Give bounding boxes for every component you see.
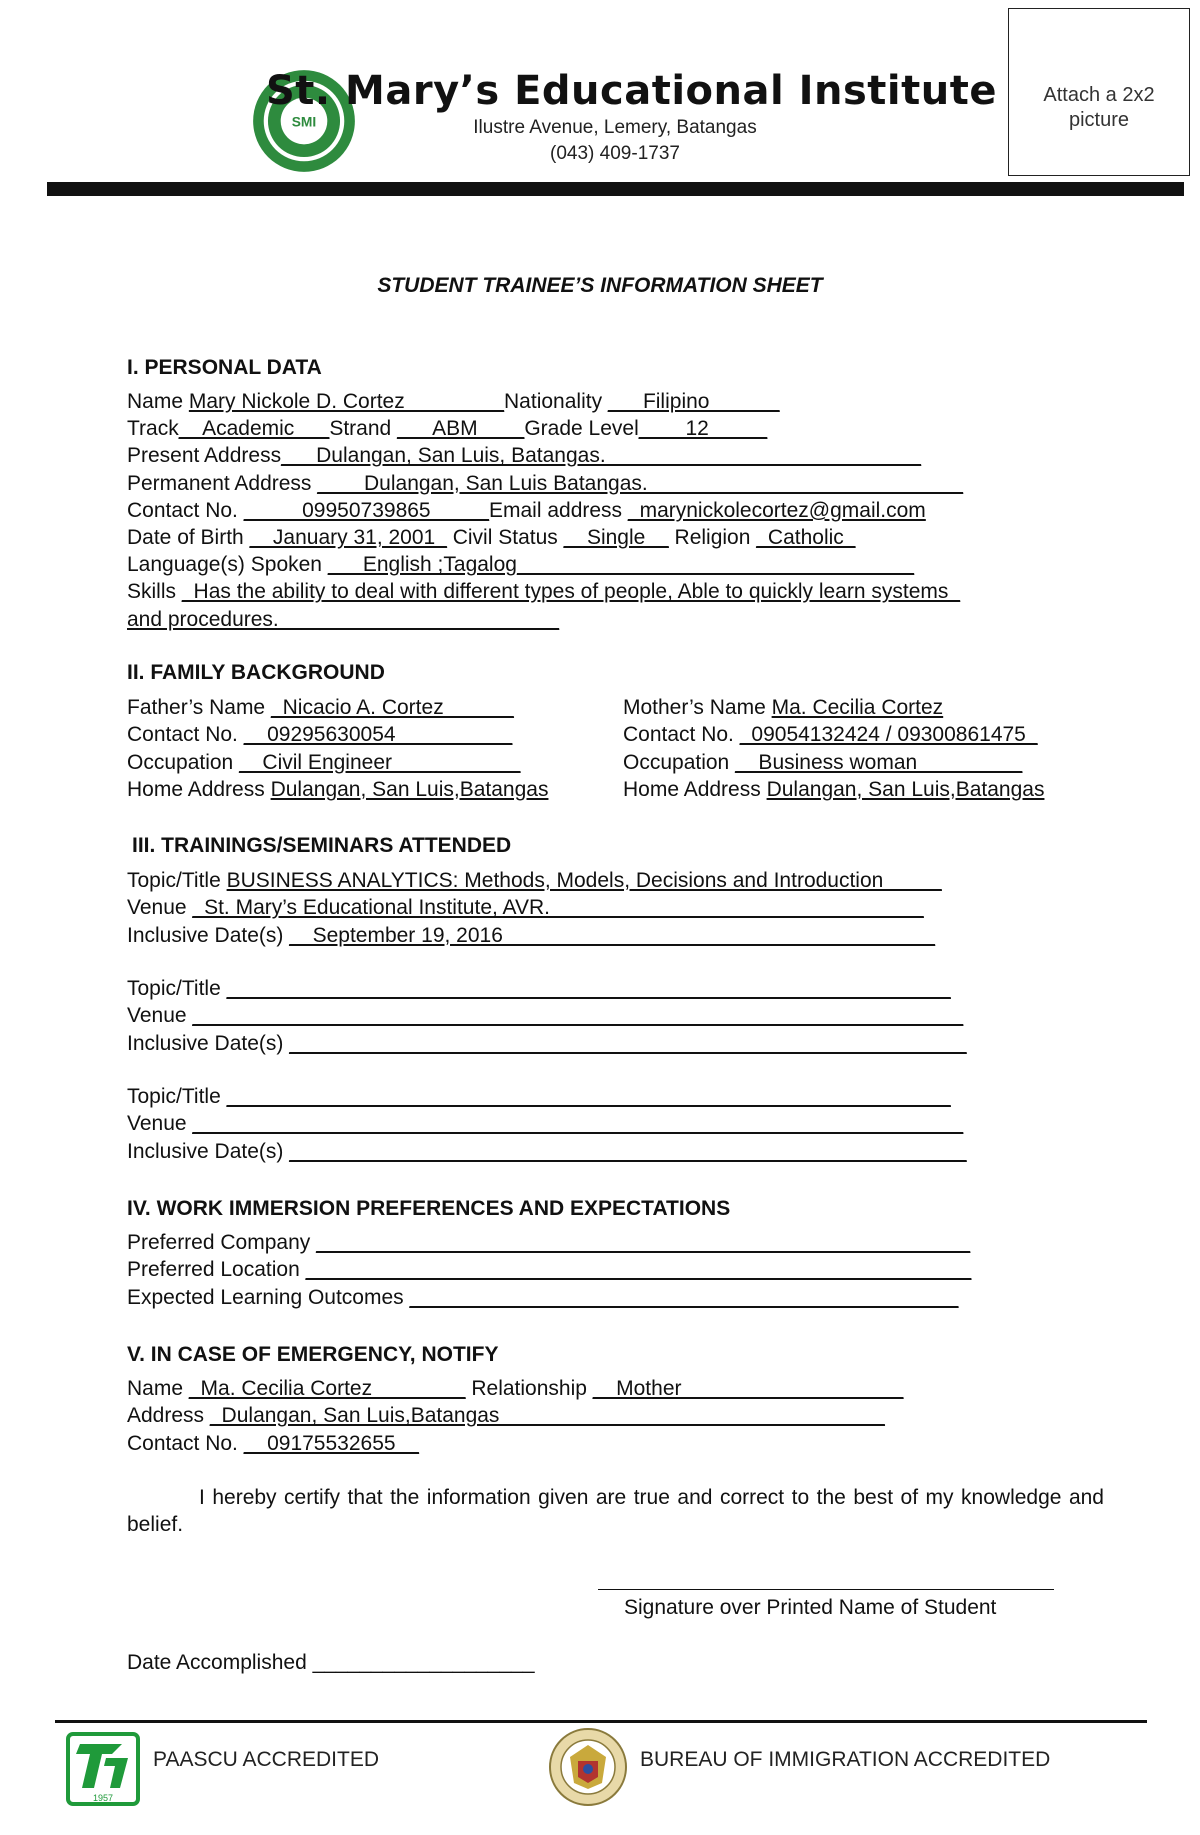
certification-text: I hereby certify that the information given are true and correct to the best of my knowledge and belief. (127, 1486, 1104, 1536)
field-value: ___Filipino______ (607, 390, 780, 413)
field-label: Father’s Name (127, 696, 271, 719)
field-label: Relationship (465, 1377, 593, 1400)
form-line (623, 695, 943, 721)
form-line (127, 579, 960, 605)
form-line (127, 1031, 967, 1057)
form-line (127, 1230, 970, 1256)
field-label: Home Address (623, 777, 767, 801)
field-label: Topic/Title (127, 869, 227, 892)
form-line (127, 1084, 951, 1110)
field-value: _Has the ability to deal with different types of people, Able to quickly learn systems_ (181, 580, 961, 604)
field-value: __September 19, 2016_____________________________________ (289, 923, 936, 947)
field-label: Occupation (623, 750, 736, 774)
paascu-accredited: PAASCU ACCREDITED (153, 1748, 379, 1771)
field-label: Inclusive Date(s) (127, 1031, 290, 1055)
form-line (127, 1431, 419, 1457)
field-value: _Nicacio A. Cortez______ (270, 696, 514, 719)
field-value: __Academic___ (178, 417, 330, 441)
field-value: Dulangan, San Luis,Batangas (766, 777, 1045, 801)
field-label: Permanent Address (127, 471, 318, 495)
form-line (127, 895, 924, 921)
field-label: Address (127, 1404, 210, 1428)
form-line (127, 750, 520, 776)
field-value: ________________________________________________________ (316, 1231, 971, 1254)
field-value: Ma. Cecilia Cortez (771, 696, 944, 719)
logo-seal-text: SMI (291, 114, 317, 130)
field-value: ___ABM____ (397, 417, 525, 441)
form-line (127, 695, 514, 721)
field-value: Mary Nickole D. Cortez ________ (188, 390, 505, 413)
form-line (127, 1285, 958, 1311)
field-label: Grade Level (524, 417, 639, 441)
field-value: _Ma. Cecilia Cortez________ (188, 1377, 466, 1400)
field-label: Inclusive Date(s) (127, 1139, 290, 1163)
field-label: Civil Status (446, 526, 564, 549)
footer-divider (55, 1720, 1147, 1723)
field-label: Contact No. (623, 723, 740, 747)
immigration-accredited: BUREAU OF IMMIGRATION ACCREDITED (640, 1748, 1051, 1771)
field-value: Dulangan, San Luis,Batangas (270, 777, 549, 801)
form-line (127, 471, 963, 497)
form-line (127, 525, 855, 551)
field-value: __09175532655__ (243, 1431, 419, 1455)
field-value: __Business woman_________ (735, 750, 1023, 774)
field-value: _St. Mary’s Educational Institute, AVR.________________________________ (192, 896, 924, 920)
form-line (127, 1376, 903, 1402)
field-label: Contact No. (127, 1431, 244, 1455)
emergency-heading: V. IN CASE OF EMERGENCY, NOTIFY (127, 1343, 499, 1366)
form-line (127, 552, 914, 578)
field-label: Home Address (127, 777, 271, 801)
form-line (127, 443, 921, 469)
field-label: Language(s) Spoken (127, 553, 328, 577)
field-value: BUSINESS ANALYTICS: Methods, Models, Decisions and Introduction_____ (226, 869, 942, 892)
field-value: ___English ;Tagalog__________________________________ (327, 553, 915, 577)
trainings-heading: III. TRAININGS/SEMINARS ATTENDED (132, 834, 512, 857)
form-line (127, 389, 780, 415)
school-phone: (043) 409-1737 (550, 143, 680, 164)
form-line (127, 1403, 885, 1429)
field-label: Expected Learning Outcomes (127, 1285, 410, 1309)
form-line (127, 722, 512, 748)
field-label: Inclusive Date(s) (127, 923, 290, 947)
field-value: _09054132424 / 09300861475_ (739, 723, 1038, 747)
photo-box-line: picture (1068, 109, 1130, 131)
field-value: _Dulangan, San Luis,Batangas_________________________________ (209, 1404, 885, 1428)
signature-label: Signature over Printed Name of Student (624, 1596, 997, 1619)
field-value: __________________________________________________________ (289, 1139, 967, 1163)
form-line (127, 1111, 963, 1137)
form-line (127, 868, 942, 894)
immersion-heading: IV. WORK IMMERSION PREFERENCES AND EXPECTATIONS (127, 1197, 731, 1220)
form-line (127, 777, 548, 803)
field-label: Contact No. (127, 723, 244, 747)
field-label: Venue (127, 1112, 193, 1136)
field-label: Contact No. (127, 498, 244, 522)
field-value: __January 31, 2001_ (249, 526, 447, 549)
field-value: ______________________________________________________________ (226, 977, 951, 1000)
form-line (127, 416, 767, 442)
field-value: _______________________________________________ (409, 1285, 959, 1309)
form-line (127, 498, 926, 524)
field-label: Preferred Location (127, 1258, 306, 1282)
field-value: _________________________________________________________ (305, 1258, 972, 1282)
form-line (623, 750, 1022, 776)
field-label: Venue (127, 1004, 193, 1028)
date-accomplished-label: Date Accomplished (127, 1651, 313, 1674)
field-label: Occupation (127, 750, 240, 774)
field-value: ___Dulangan, San Luis, Batangas.___________________________ (281, 444, 922, 468)
field-label: Skills (127, 580, 182, 604)
paascu-year: 1957 (92, 1793, 114, 1803)
field-value: __Single__ (563, 526, 669, 549)
personal-data-heading: I. PERSONAL DATA (127, 356, 322, 379)
school-address: Ilustre Avenue, Lemery, Batangas (473, 117, 757, 138)
field-label: Venue (127, 896, 193, 920)
field-label: Topic/Title (127, 1085, 227, 1108)
school-name: St. Mary’s Educational Institute (266, 68, 997, 114)
form-line (127, 1139, 967, 1165)
field-label: Mother’s Name (623, 696, 772, 719)
field-label: Strand (329, 417, 398, 441)
field-value: and procedures.________________________ (127, 607, 560, 631)
paascu-logo (66, 1732, 140, 1806)
field-label: Religion (668, 526, 757, 549)
form-line (127, 976, 951, 1002)
immigration-seal (548, 1727, 628, 1807)
field-label: Track (127, 417, 179, 441)
field-label: Nationality (504, 390, 608, 413)
field-label: Date of Birth (127, 526, 250, 549)
form-line (127, 923, 935, 949)
field-value: __Civil Engineer___________ (239, 750, 521, 774)
field-value: _____09950739865_____ (243, 498, 489, 522)
signature-line (598, 1589, 1054, 1590)
field-label: Topic/Title (127, 977, 227, 1000)
field-label: Present Address (127, 444, 282, 468)
date-accomplished-blank: ___________________ (312, 1651, 535, 1674)
field-label: Name (127, 1377, 189, 1400)
field-value: __________________________________________________________________ (192, 1004, 964, 1028)
header-divider (47, 182, 1184, 196)
sheet-title: STUDENT TRAINEE’S INFORMATION SHEET (377, 274, 823, 297)
field-label: Preferred Company (127, 1231, 317, 1254)
field-value: __________________________________________________________________ (192, 1112, 964, 1136)
field-value: ______________________________________________________________ (226, 1085, 951, 1108)
form-line (127, 607, 559, 633)
date-accomplished (127, 1650, 535, 1676)
field-value: ____12_____ (638, 417, 768, 441)
field-value: __________________________________________________________ (289, 1031, 967, 1055)
form-line (623, 777, 1044, 803)
photo-box (1008, 8, 1190, 176)
field-value: _Catholic_ (756, 526, 856, 549)
field-label: Email address (489, 498, 628, 522)
field-label: Name (127, 390, 189, 413)
form-line (127, 1257, 971, 1283)
form-line (623, 722, 1038, 748)
family-background-heading: II. FAMILY BACKGROUND (127, 661, 385, 684)
field-value: __Mother___________________ (592, 1377, 904, 1400)
field-value: __09295630054__________ (243, 723, 513, 747)
field-value: _marynickolecortez@gmail.com (627, 498, 926, 522)
photo-box-line: Attach a 2x2 (1043, 84, 1155, 106)
form-line (127, 1003, 963, 1029)
field-value: ____Dulangan, San Luis Batangas.___________________________ (317, 471, 964, 495)
